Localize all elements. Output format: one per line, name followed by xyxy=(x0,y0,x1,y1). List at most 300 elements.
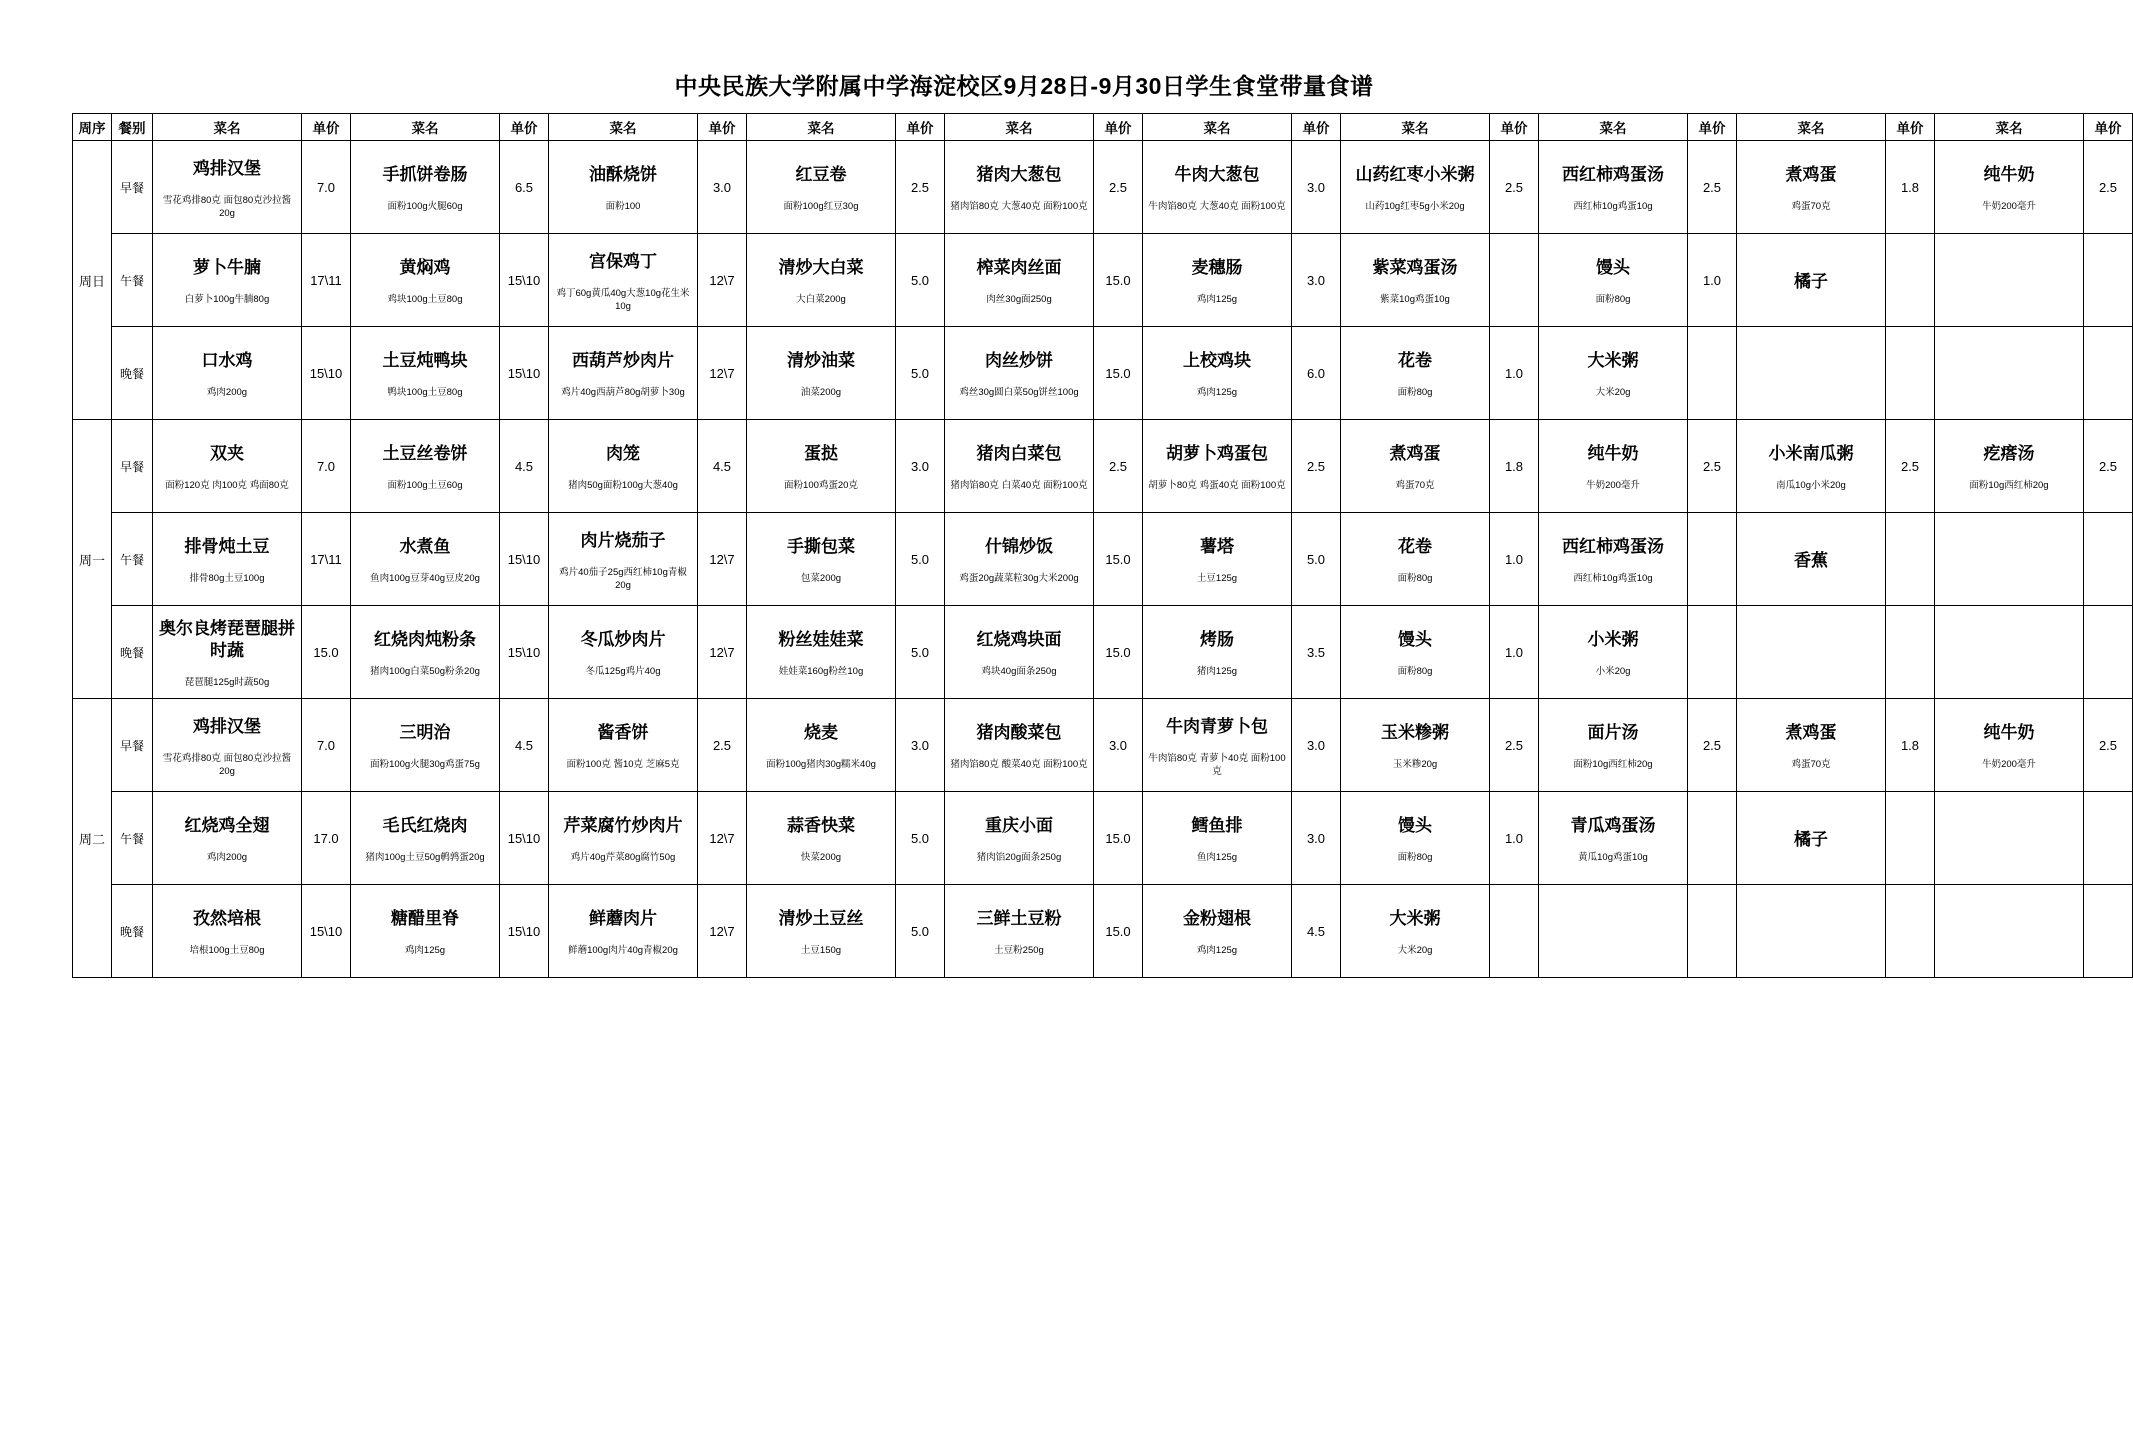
dish-name: 冬瓜炒肉片 xyxy=(580,629,666,649)
dish-cell xyxy=(1143,606,1292,699)
dish-name: 香蕉 xyxy=(1794,551,1828,571)
dish-ingredients: 鸡片40g西葫芦80g胡萝卜30g xyxy=(561,387,685,399)
dish-price: 2.5 xyxy=(1292,420,1341,513)
empty-cell xyxy=(1737,885,1886,978)
dish-ingredients: 鸡肉200g xyxy=(206,387,248,399)
dish-price: 7.0 xyxy=(302,699,351,792)
empty-cell xyxy=(1935,606,2084,699)
dish-price: 5.0 xyxy=(1292,513,1341,606)
dish-name: 橘子 xyxy=(1794,830,1828,850)
dish-ingredients: 面粉100g火腿30g鸡蛋75g xyxy=(370,759,480,771)
meal-label: 午餐 xyxy=(112,234,153,327)
header-week: 周序 xyxy=(73,114,112,141)
dish-name: 榨菜肉丝面 xyxy=(976,257,1062,277)
dish-ingredients: 猪肉100g白菜50g粉条20g xyxy=(370,666,480,678)
empty-price-cell xyxy=(2084,792,2133,885)
meal-label: 晚餐 xyxy=(112,885,153,978)
dish-cell xyxy=(549,513,698,606)
table-row xyxy=(73,699,2133,792)
dish-name: 三鲜土豆粉 xyxy=(976,908,1062,928)
dish-name: 橘子 xyxy=(1794,272,1828,292)
dish-ingredients: 鸡片40g芹菜80g腐竹50g xyxy=(570,852,676,864)
dish-name: 西红柿鸡蛋汤 xyxy=(1562,164,1664,184)
dish-price: 2.5 xyxy=(1490,699,1539,792)
header-dish-6: 菜名 xyxy=(1143,114,1292,141)
empty-cell xyxy=(1935,885,2084,978)
dish-price: 5.0 xyxy=(896,234,945,327)
dish-ingredients: 鸡片40茄子25g西红柿10g青椒20g xyxy=(559,566,687,591)
header-dish-2: 菜名 xyxy=(351,114,500,141)
header-row xyxy=(73,114,2133,141)
dish-ingredients: 面粉10g西红柿20g xyxy=(1969,480,2049,492)
dish-cell xyxy=(1341,885,1490,978)
dish-name: 土豆丝卷饼 xyxy=(382,443,468,463)
dish-name: 鳕鱼排 xyxy=(1191,815,1243,835)
dish-price: 17.0 xyxy=(302,792,351,885)
dish-ingredients: 猪肉馅80克 大葱40克 面粉100克 xyxy=(950,201,1088,213)
dish-price: 2.5 xyxy=(1094,141,1143,234)
dish-price: 15.0 xyxy=(1094,885,1143,978)
empty-price-cell xyxy=(1688,513,1737,606)
dish-ingredients: 大白菜200g xyxy=(796,294,846,306)
dish-name: 大米粥 xyxy=(1587,350,1639,370)
dish-price: 2.5 xyxy=(2084,699,2133,792)
dish-name: 馒头 xyxy=(1596,257,1630,277)
dish-price: 3.5 xyxy=(1292,606,1341,699)
dish-cell xyxy=(351,234,500,327)
dish-cell xyxy=(1539,141,1688,234)
dish-name: 肉笼 xyxy=(606,443,640,463)
empty-cell xyxy=(1935,327,2084,420)
empty-cell xyxy=(1737,327,1886,420)
dish-price: 5.0 xyxy=(896,885,945,978)
dish-ingredients: 鸡丁60g黄瓜40g大葱10g花生米10g xyxy=(556,287,690,312)
dish-cell xyxy=(945,606,1094,699)
empty-price-cell xyxy=(1688,327,1737,420)
dish-ingredients: 鸭块100g土豆80g xyxy=(387,387,463,399)
dish-ingredients: 鸡块40g面条250g xyxy=(981,666,1057,678)
dish-price: 4.5 xyxy=(1292,885,1341,978)
dish-cell xyxy=(1539,513,1688,606)
dish-name: 黄焖鸡 xyxy=(399,257,451,277)
dish-price: 15\10 xyxy=(500,327,549,420)
header-price-7: 单价 xyxy=(1490,114,1539,141)
table-row xyxy=(73,327,2133,420)
dish-cell xyxy=(1539,234,1688,327)
dish-name: 宫保鸡丁 xyxy=(589,251,657,271)
dish-ingredients: 鸡丝30g圆白菜50g饼丝100g xyxy=(959,387,1079,399)
dish-cell xyxy=(1935,699,2084,792)
dish-ingredients: 大米20g xyxy=(1595,387,1631,399)
dish-cell xyxy=(1341,234,1490,327)
empty-price-cell xyxy=(1886,885,1935,978)
dish-price: 15\10 xyxy=(500,885,549,978)
dish-price: 2.5 xyxy=(1688,420,1737,513)
dish-name: 清炒土豆丝 xyxy=(778,908,864,928)
dish-ingredients: 面粉100g红豆30g xyxy=(783,201,859,213)
dish-cell xyxy=(153,699,302,792)
dish-price: 15\10 xyxy=(500,606,549,699)
dish-name: 烤肠 xyxy=(1200,629,1234,649)
dish-cell xyxy=(747,885,896,978)
dish-name: 馒头 xyxy=(1398,629,1432,649)
dish-cell xyxy=(1341,699,1490,792)
empty-price-cell xyxy=(2084,513,2133,606)
dish-cell xyxy=(549,792,698,885)
dish-name: 手抓饼卷肠 xyxy=(382,164,468,184)
dish-ingredients: 面粉100鸡蛋20克 xyxy=(784,480,858,492)
dish-name: 芹菜腐竹炒肉片 xyxy=(563,815,683,835)
dish-price: 12\7 xyxy=(698,327,747,420)
dish-ingredients: 猪肉馅80克 酸菜40克 面粉100克 xyxy=(950,759,1088,771)
header-dish-1: 菜名 xyxy=(153,114,302,141)
dish-ingredients: 鸡肉125g xyxy=(1196,387,1238,399)
dish-price: 15.0 xyxy=(1094,327,1143,420)
header-price-8: 单价 xyxy=(1688,114,1737,141)
dish-cell xyxy=(1143,885,1292,978)
dish-name: 上校鸡块 xyxy=(1183,350,1251,370)
dish-price: 12\7 xyxy=(698,606,747,699)
header-dish-9: 菜名 xyxy=(1737,114,1886,141)
dish-cell xyxy=(1341,513,1490,606)
dish-price: 5.0 xyxy=(896,327,945,420)
dish-cell xyxy=(1539,327,1688,420)
empty-cell xyxy=(1935,792,2084,885)
dish-price: 15\10 xyxy=(500,513,549,606)
dish-ingredients: 排骨80g土豆100g xyxy=(189,573,265,585)
dish-name: 手撕包菜 xyxy=(787,536,855,556)
dish-name: 猪肉酸菜包 xyxy=(976,722,1062,742)
dish-cell xyxy=(1143,420,1292,513)
dish-price: 2.5 xyxy=(896,141,945,234)
header-price-4: 单价 xyxy=(896,114,945,141)
dish-name: 牛肉大葱包 xyxy=(1174,164,1260,184)
dish-price: 7.0 xyxy=(302,420,351,513)
dish-price: 3.0 xyxy=(896,420,945,513)
dish-price: 3.0 xyxy=(1094,699,1143,792)
meal-label: 午餐 xyxy=(112,792,153,885)
dish-ingredients: 鲜蘑100g肉片40g青椒20g xyxy=(568,945,678,957)
dish-ingredients: 猪肉馅20g面条250g xyxy=(976,852,1062,864)
dish-price: 17\11 xyxy=(302,234,351,327)
table-row xyxy=(73,885,2133,978)
empty-cell xyxy=(1737,606,1886,699)
dish-name: 土豆炖鸭块 xyxy=(382,350,468,370)
dish-ingredients: 鸡肉125g xyxy=(1196,294,1238,306)
dish-price: 1.8 xyxy=(1886,141,1935,234)
dish-name: 奥尔良烤琵琶腿拼时蔬 xyxy=(159,619,295,660)
dish-ingredients: 面粉10g西红柿20g xyxy=(1573,759,1653,771)
dish-price: 12\7 xyxy=(698,792,747,885)
dish-cell xyxy=(351,141,500,234)
dish-price: 2.5 xyxy=(1688,141,1737,234)
dish-cell xyxy=(1341,606,1490,699)
dish-name: 鲜蘑肉片 xyxy=(589,908,657,928)
dish-cell xyxy=(1341,792,1490,885)
dish-ingredients: 油菜200g xyxy=(800,387,842,399)
dish-cell xyxy=(549,420,698,513)
dish-cell xyxy=(153,234,302,327)
dish-cell xyxy=(153,420,302,513)
dish-ingredients: 土豆125g xyxy=(1196,573,1238,585)
dish-name: 薯塔 xyxy=(1200,536,1234,556)
header-price-1: 单价 xyxy=(302,114,351,141)
empty-price-cell xyxy=(2084,606,2133,699)
dish-cell xyxy=(549,885,698,978)
dish-ingredients: 土豆粉250g xyxy=(994,945,1044,957)
dish-cell xyxy=(153,606,302,699)
dish-ingredients: 面粉80g xyxy=(1397,666,1433,678)
dish-price: 15.0 xyxy=(1094,606,1143,699)
dish-cell xyxy=(1341,141,1490,234)
dish-price: 3.0 xyxy=(896,699,945,792)
dish-cell xyxy=(1143,141,1292,234)
dish-price: 4.5 xyxy=(500,699,549,792)
dish-ingredients: 牛肉馅80克 大葱40克 面粉100克 xyxy=(1148,201,1286,213)
dish-cell xyxy=(747,699,896,792)
dish-cell xyxy=(1737,792,1886,885)
dish-price: 15.0 xyxy=(1094,792,1143,885)
header-dish-5: 菜名 xyxy=(945,114,1094,141)
dish-cell xyxy=(351,606,500,699)
header-price-2: 单价 xyxy=(500,114,549,141)
dish-name: 三明治 xyxy=(399,722,451,742)
dish-ingredients: 鱼肉100g豆芽40g豆皮20g xyxy=(370,573,480,585)
dish-ingredients: 冬瓜125g鸡片40g xyxy=(585,666,661,678)
dish-name: 疙瘩汤 xyxy=(1983,443,2035,463)
dish-ingredients: 面粉100g猪肉30g糯米40g xyxy=(766,759,876,771)
dish-name: 红豆卷 xyxy=(795,164,847,184)
dish-cell xyxy=(945,792,1094,885)
dish-cell xyxy=(1143,699,1292,792)
dish-name: 紫菜鸡蛋汤 xyxy=(1372,257,1458,277)
dish-price: 12\7 xyxy=(698,234,747,327)
table-row xyxy=(73,234,2133,327)
dish-ingredients: 猪肉100g土豆50g鹌鹑蛋20g xyxy=(365,852,485,864)
dish-ingredients: 小米20g xyxy=(1595,666,1631,678)
dish-name: 猪肉白菜包 xyxy=(976,443,1062,463)
dish-name: 红烧鸡全翅 xyxy=(184,815,270,835)
dish-cell xyxy=(549,141,698,234)
dish-price: 4.5 xyxy=(500,420,549,513)
meal-label: 早餐 xyxy=(112,141,153,234)
dish-name: 肉片烧茄子 xyxy=(580,530,666,550)
table-row xyxy=(73,141,2133,234)
empty-cell xyxy=(1539,885,1688,978)
dish-cell xyxy=(549,699,698,792)
dish-ingredients: 快菜200g xyxy=(800,852,842,864)
dish-ingredients: 牛奶200毫升 xyxy=(1982,201,2036,213)
dish-name: 小米粥 xyxy=(1587,629,1639,649)
dish-name: 胡萝卜鸡蛋包 xyxy=(1166,443,1268,463)
dish-name: 酱香饼 xyxy=(597,722,649,742)
dish-cell xyxy=(945,327,1094,420)
dish-name: 花卷 xyxy=(1398,350,1432,370)
dish-price: 15\10 xyxy=(302,327,351,420)
dish-price: 2.5 xyxy=(1094,420,1143,513)
empty-price-cell xyxy=(2084,327,2133,420)
dish-name: 油酥烧饼 xyxy=(589,164,657,184)
dish-name: 小米南瓜粥 xyxy=(1768,443,1854,463)
dish-cell xyxy=(153,792,302,885)
dish-name: 什锦炒饭 xyxy=(985,536,1053,556)
dish-ingredients: 面粉80g xyxy=(1397,573,1433,585)
dish-price: 1.0 xyxy=(1688,234,1737,327)
dish-cell xyxy=(549,606,698,699)
dish-cell xyxy=(549,327,698,420)
dish-ingredients: 面粉100g火腿60g xyxy=(387,201,463,213)
dish-ingredients: 西红柿10g鸡蛋10g xyxy=(1573,201,1653,213)
dish-cell xyxy=(153,885,302,978)
dish-name: 西葫芦炒肉片 xyxy=(572,350,674,370)
dish-cell xyxy=(747,327,896,420)
dish-price: 12\7 xyxy=(698,513,747,606)
table-body xyxy=(73,141,2133,978)
dish-ingredients: 牛奶200毫升 xyxy=(1586,480,1640,492)
dish-cell xyxy=(747,141,896,234)
dish-price: 1.0 xyxy=(1490,792,1539,885)
dish-name: 糖醋里脊 xyxy=(391,908,459,928)
dish-cell xyxy=(1143,513,1292,606)
table-header xyxy=(73,114,2133,141)
dish-ingredients: 面粉120克 肉100克 鸡面80克 xyxy=(165,480,289,492)
dish-cell xyxy=(351,699,500,792)
dish-ingredients: 面粉100 xyxy=(605,201,641,213)
dish-ingredients: 面粉80g xyxy=(1595,294,1631,306)
dish-cell xyxy=(945,513,1094,606)
meal-label: 早餐 xyxy=(112,420,153,513)
dish-cell xyxy=(351,327,500,420)
dish-cell xyxy=(1341,420,1490,513)
dish-name: 煮鸡蛋 xyxy=(1389,443,1441,463)
dish-cell xyxy=(153,513,302,606)
dish-cell xyxy=(945,420,1094,513)
weekday-label: 周日 xyxy=(73,141,112,420)
empty-price-cell xyxy=(1886,606,1935,699)
empty-price-cell xyxy=(1490,234,1539,327)
dish-cell xyxy=(1539,420,1688,513)
dish-name: 西红柿鸡蛋汤 xyxy=(1562,536,1664,556)
dish-cell xyxy=(1935,141,2084,234)
dish-cell xyxy=(945,141,1094,234)
dish-price: 2.5 xyxy=(2084,420,2133,513)
dish-cell xyxy=(1143,327,1292,420)
dish-price: 3.0 xyxy=(1292,792,1341,885)
dish-name: 烧麦 xyxy=(804,722,838,742)
empty-cell xyxy=(1935,234,2084,327)
meal-label: 早餐 xyxy=(112,699,153,792)
dish-cell xyxy=(945,234,1094,327)
dish-name: 清炒油菜 xyxy=(787,350,855,370)
dish-price: 1.8 xyxy=(1490,420,1539,513)
dish-ingredients: 包菜200g xyxy=(800,573,842,585)
dish-ingredients: 面粉80g xyxy=(1397,387,1433,399)
dish-name: 蒜香快菜 xyxy=(787,815,855,835)
dish-cell xyxy=(1539,606,1688,699)
header-price-5: 单价 xyxy=(1094,114,1143,141)
dish-ingredients: 鸡蛋20g蔬菜粒30g大米200g xyxy=(959,573,1079,585)
dish-price: 3.0 xyxy=(1292,141,1341,234)
dish-ingredients: 猪肉50g面粉100g大葱40g xyxy=(568,480,678,492)
dish-price: 1.0 xyxy=(1490,606,1539,699)
table-row xyxy=(73,792,2133,885)
dish-ingredients: 鸡肉125g xyxy=(404,945,446,957)
dish-price: 1.8 xyxy=(1886,699,1935,792)
dish-ingredients: 山药10g红枣5g小米20g xyxy=(1365,201,1465,213)
dish-name: 红烧肉炖粉条 xyxy=(374,629,476,649)
dish-cell xyxy=(747,792,896,885)
empty-price-cell xyxy=(1688,606,1737,699)
weekday-label: 周二 xyxy=(73,699,112,978)
dish-price: 5.0 xyxy=(896,513,945,606)
dish-ingredients: 紫菜10g鸡蛋10g xyxy=(1380,294,1450,306)
dish-ingredients: 鸡蛋70克 xyxy=(1395,480,1435,492)
dish-ingredients: 培根100g土豆80g xyxy=(189,945,265,957)
dish-name: 红烧鸡块面 xyxy=(976,629,1062,649)
dish-ingredients: 牛肉馅80克 青萝卜40克 面粉100克 xyxy=(1148,752,1286,777)
empty-price-cell xyxy=(2084,885,2133,978)
dish-name: 排骨炖土豆 xyxy=(184,536,270,556)
dish-price: 15\10 xyxy=(500,792,549,885)
dish-ingredients: 娃娃菜160g粉丝10g xyxy=(778,666,864,678)
table-row xyxy=(73,513,2133,606)
dish-name: 纯牛奶 xyxy=(1983,164,2035,184)
dish-ingredients: 牛奶200毫升 xyxy=(1982,759,2036,771)
dish-name: 大米粥 xyxy=(1389,908,1441,928)
header-dish-10: 菜名 xyxy=(1935,114,2084,141)
dish-price: 2.5 xyxy=(1886,420,1935,513)
dish-ingredients: 面粉100g土豆60g xyxy=(387,480,463,492)
dish-price: 1.0 xyxy=(1490,327,1539,420)
dish-price: 2.5 xyxy=(1688,699,1737,792)
dish-name: 纯牛奶 xyxy=(1587,443,1639,463)
dish-ingredients: 白萝卜100g牛腩80g xyxy=(184,294,270,306)
dish-price: 1.0 xyxy=(1490,513,1539,606)
dish-price: 3.0 xyxy=(1292,699,1341,792)
empty-price-cell xyxy=(1688,885,1737,978)
dish-cell xyxy=(1737,513,1886,606)
table-row xyxy=(73,420,2133,513)
dish-ingredients: 鸡蛋70克 xyxy=(1791,201,1831,213)
empty-cell xyxy=(1935,513,2084,606)
empty-price-cell xyxy=(1688,792,1737,885)
dish-price: 15\10 xyxy=(500,234,549,327)
meal-label: 晚餐 xyxy=(112,327,153,420)
page-title: 中央民族大学附属中学海淀校区9月28日-9月30日学生食堂带量食谱 xyxy=(674,73,1374,99)
dish-ingredients: 肉丝30g面250g xyxy=(986,294,1052,306)
dish-cell xyxy=(153,327,302,420)
dish-ingredients: 鸡肉200g xyxy=(206,852,248,864)
header-price-3: 单价 xyxy=(698,114,747,141)
weekday-label: 周一 xyxy=(73,420,112,699)
dish-name: 粉丝娃娃菜 xyxy=(778,629,864,649)
dish-price: 15.0 xyxy=(302,606,351,699)
dish-cell xyxy=(1737,699,1886,792)
dish-cell xyxy=(1539,792,1688,885)
dish-cell xyxy=(351,885,500,978)
dish-ingredients: 西红柿10g鸡蛋10g xyxy=(1573,573,1653,585)
dish-ingredients: 南瓜10g小米20g xyxy=(1776,480,1846,492)
dish-name: 金粉翅根 xyxy=(1183,908,1251,928)
header-price-6: 单价 xyxy=(1292,114,1341,141)
table-row xyxy=(73,606,2133,699)
dish-cell xyxy=(351,792,500,885)
dish-ingredients: 猪肉馅80克 白菜40克 面粉100克 xyxy=(950,480,1088,492)
dish-price: 3.0 xyxy=(1292,234,1341,327)
dish-ingredients: 面粉100克 酱10克 芝麻5克 xyxy=(566,759,680,771)
header-dish-3: 菜名 xyxy=(549,114,698,141)
dish-ingredients: 土豆150g xyxy=(800,945,842,957)
